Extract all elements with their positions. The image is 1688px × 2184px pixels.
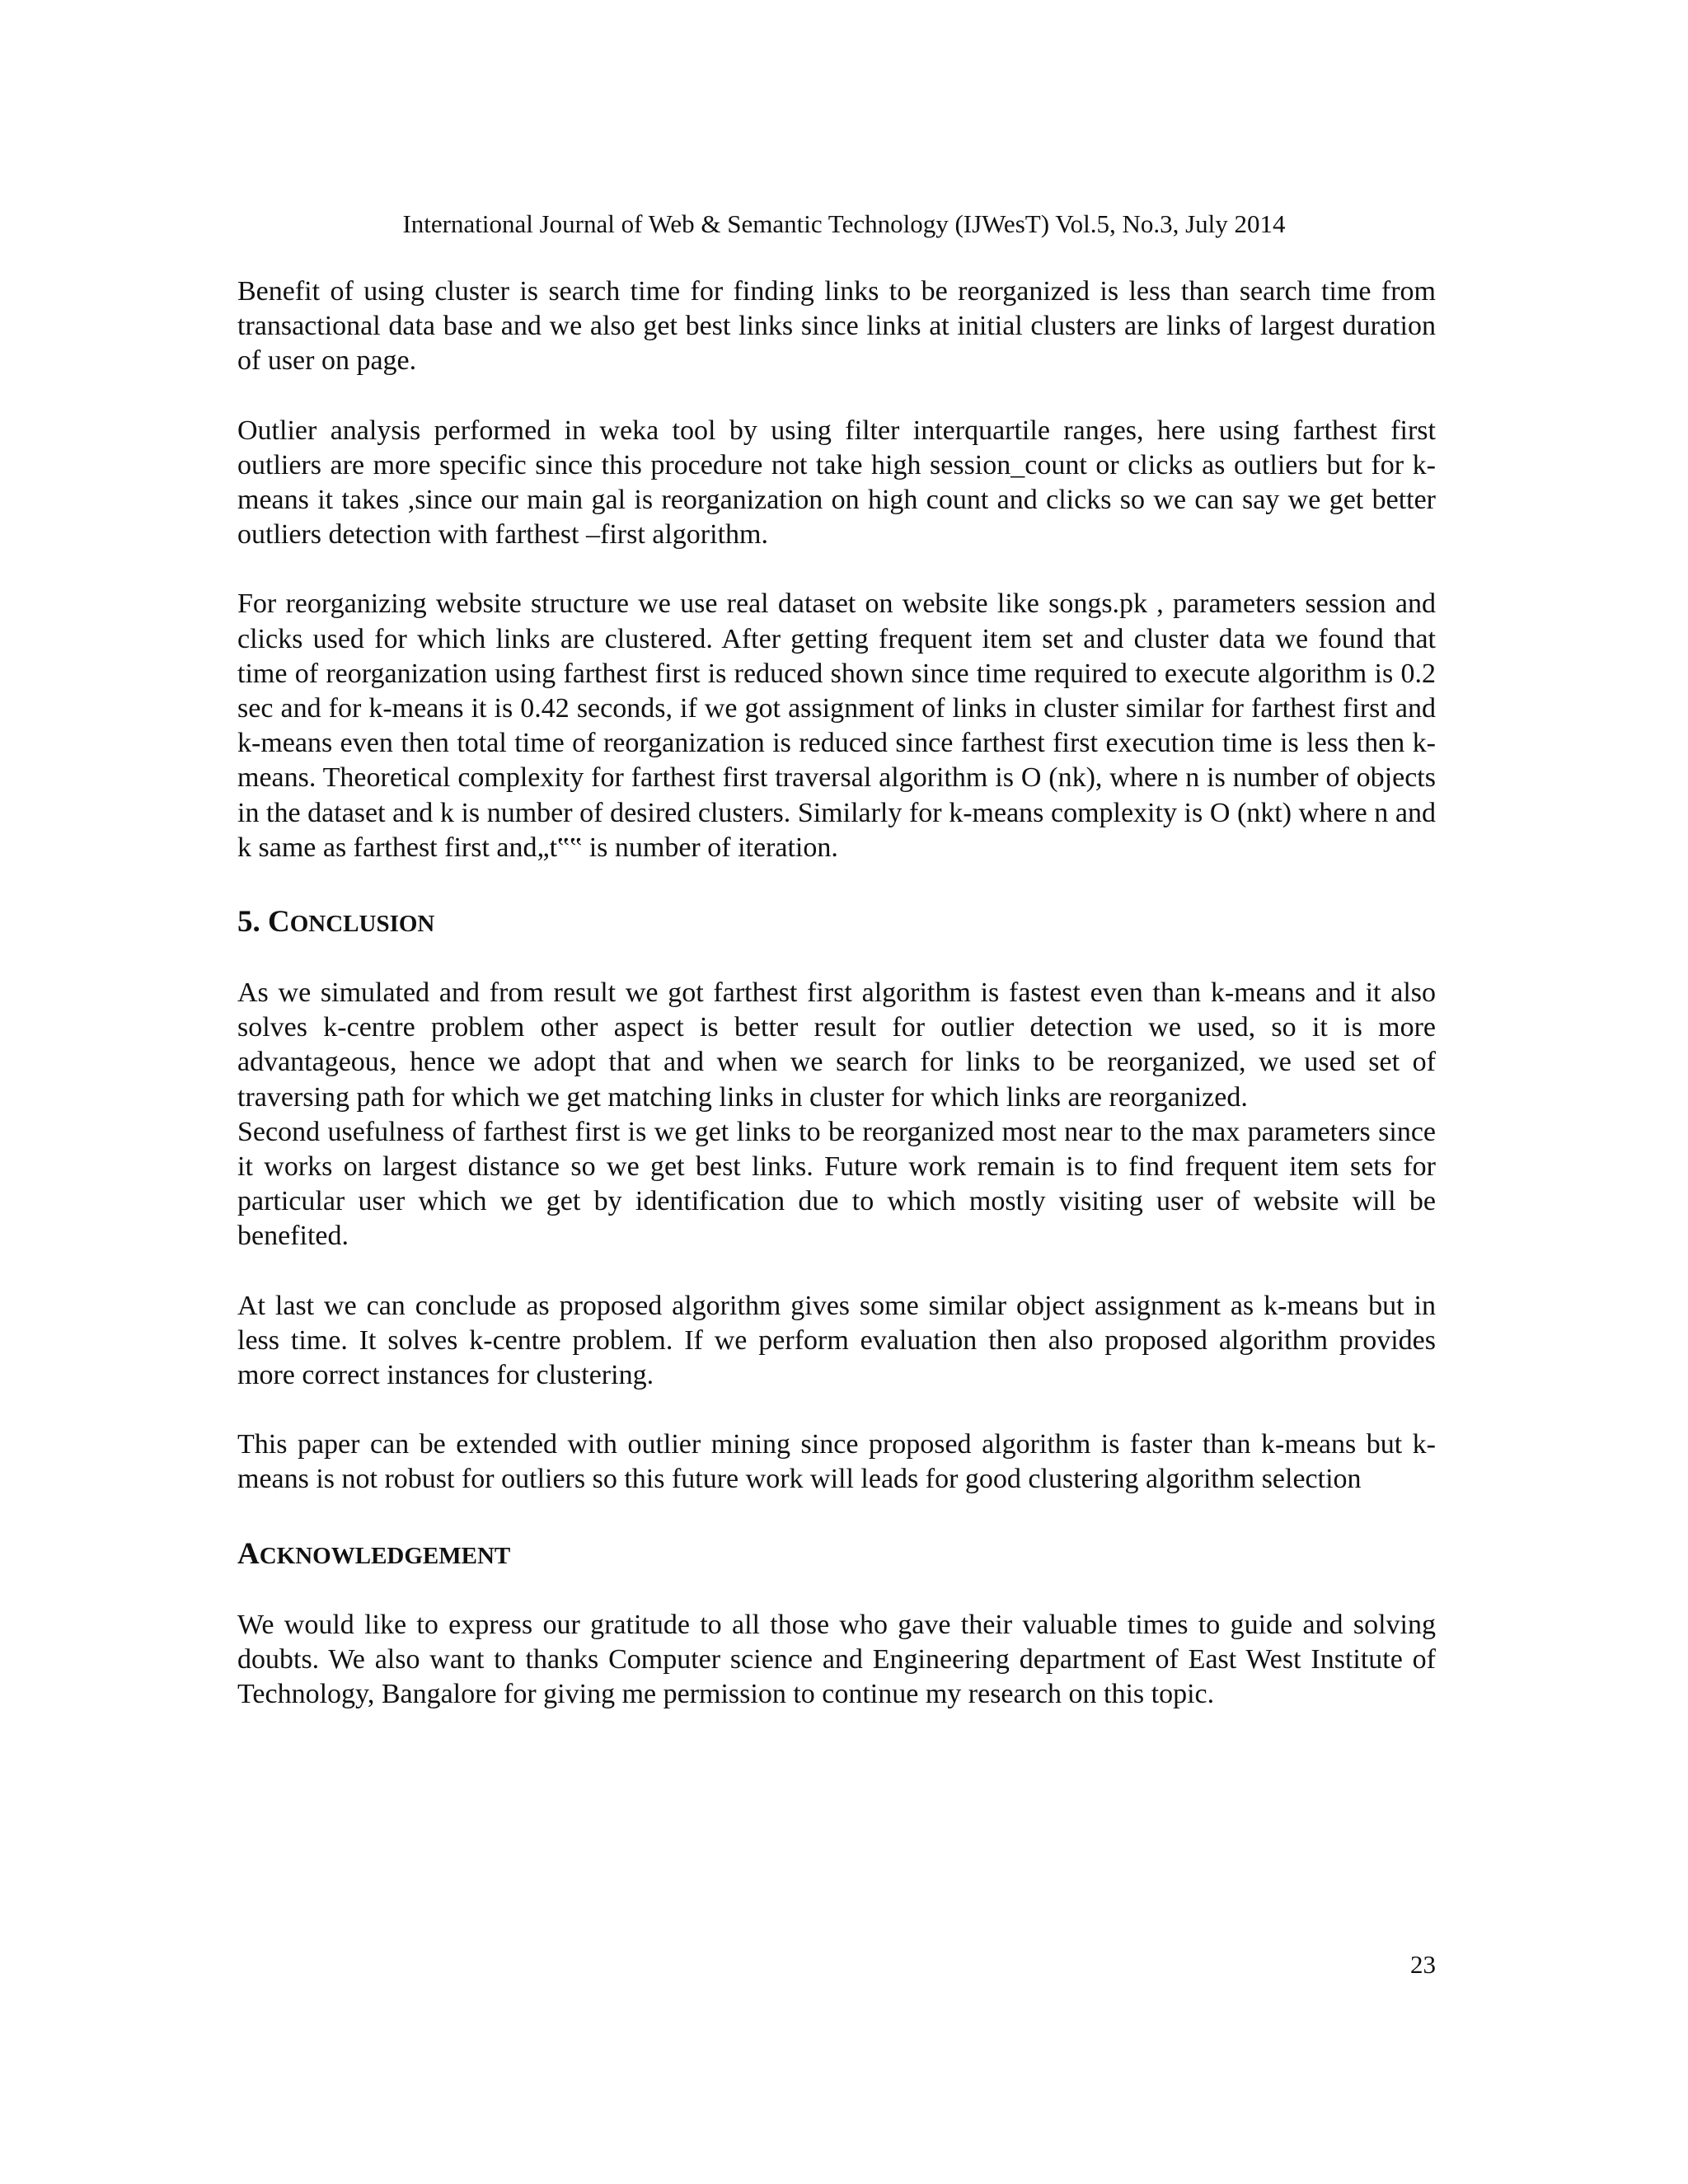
section-gap [237, 865, 1436, 903]
conclusion-heading [237, 903, 1436, 943]
body-paragraph-cluster-benefit: Benefit of using cluster is search time for finding links to be reorganized is less than search time from transactional data base and we also get best links since links at initial clusters are links of largest duration of user on page. [237, 276, 1436, 377]
acknowledgement-heading-rest: CKNOWLEDGEMENT [259, 1542, 511, 1569]
section-gap [237, 1575, 1436, 1608]
section-gap [237, 943, 1436, 976]
conclusion-heading-rest: ONCLUSION [289, 911, 435, 938]
conclusion-paragraph-summary: At last we can conclude as proposed algorithm gives some similar object assignment as k-means but in less time. It solves k-centre problem. If we perform evaluation then also proposed algorithm provides more correct instances for clustering. [237, 1290, 1436, 1391]
paragraph-gap [237, 1393, 1436, 1427]
page-number: 23 [1410, 1950, 1436, 1979]
running-header: International Journal of Web & Semantic Technology (IJWesT) Vol.5, No.3, July 2014 [402, 209, 1286, 238]
body-paragraph-reorganizing-website: For reorganizing website structure we use real dataset on website like songs.pk , parameters session and clicks used for which links are clustered. After getting frequent item set and cluster data we found that time of reorganization using farthest first is reduced shown since time required to execute algorithm is 0.2 sec and for k-means it is 0.42 seconds, if we got assignment of links in cluster similar for farthest first and k-means even then total time of reorganization is reduced since farthest first execution time is less then k-means. Theoretical complexity for farthest first traversal algorithm is O (nk), where n is number of objects in the dataset and k is number of desired clusters. Similarly for k-means complexity is O (nkt) where n and k same as farthest first and„t‟‟ is number of iteration. [237, 588, 1436, 863]
body-paragraph-outlier-analysis: Outlier analysis performed in weka tool by using filter interquartile ranges, here using farthest first outliers are more specific since this procedure not take high session_count or clicks as outliers but for k-means it takes ,since our main gal is reorganization on high count and clicks so we can say we get better outliers detection with farthest –first algorithm. [237, 415, 1436, 551]
page-content [237, 274, 1436, 1712]
acknowledgement-heading-cap: A [237, 1536, 260, 1571]
conclusion-heading-cap: C [268, 905, 290, 940]
section-gap [237, 1497, 1436, 1535]
acknowledgement-paragraph: We would like to express our gratitude to all those who gave their valuable times to guide and solving doubts. We also want to thanks Computer science and Engineering department of East West Institute of Technology, Bangalore for giving me permission to continue my research on this topic. [237, 1609, 1436, 1710]
conclusion-paragraph-simulation: As we simulated and from result we got farthest first algorithm is fastest even than k-means and it also solves k-centre problem other aspect is better result for outlier detection we used, so it is more advantageous, hence we adopt that and when we search for links to be reorganized, we used set of traversing path for which we get matching links in cluster for which links are reorganized. [237, 977, 1436, 1113]
conclusion-paragraph-second-usefulness: Second usefulness of farthest first is we get links to be reorganized most near to the max parameters since it works on largest distance so we get best links. Future work remain is to find frequent item sets for particular user which we get by identification due to which mostly visiting user of website will be benefited. [237, 1116, 1436, 1252]
conclusion-paragraph-future-work: This paper can be extended with outlier mining since proposed algorithm is faster than k-means but k-means is not robust for outliers so this future work will leads for good clustering algorithm selection [237, 1429, 1436, 1495]
paragraph-gap [237, 552, 1436, 587]
paragraph-gap [237, 379, 1436, 414]
acknowledgement-heading [237, 1535, 1436, 1575]
paragraph-gap [237, 1254, 1436, 1289]
conclusion-heading-number: 5. [237, 905, 268, 940]
